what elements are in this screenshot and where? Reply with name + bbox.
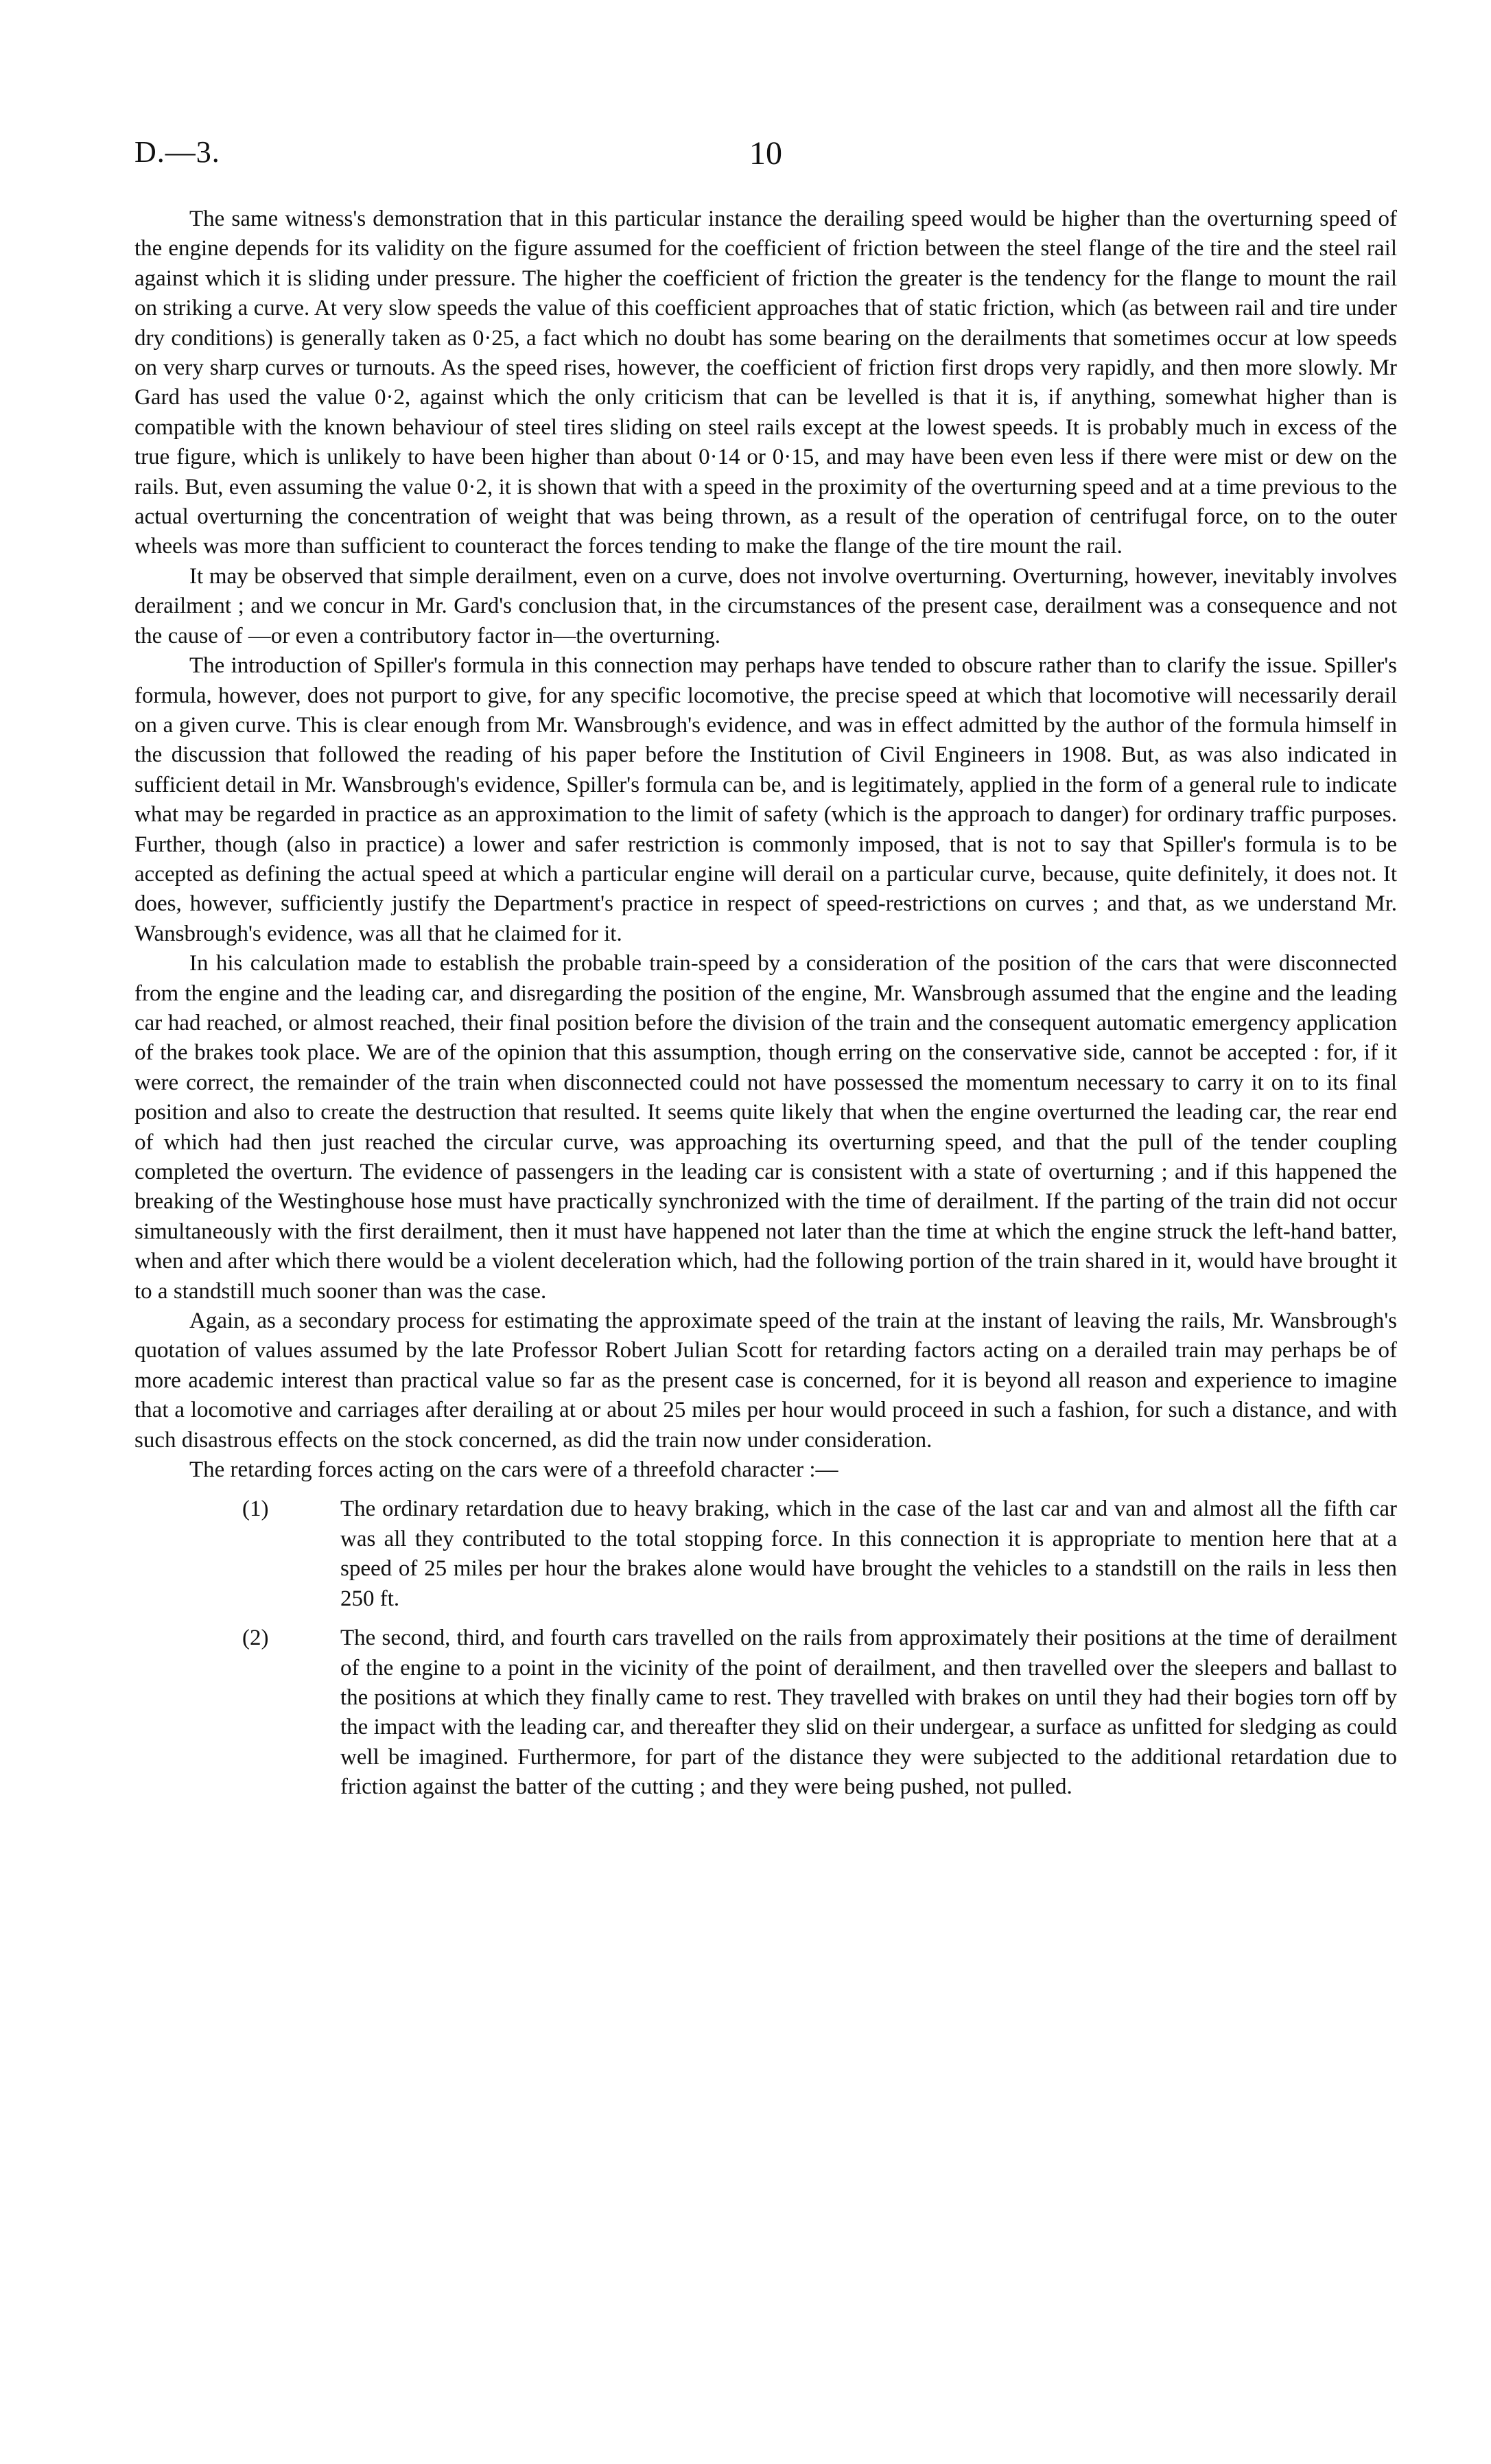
list-item-text: The ordinary retardation due to heavy braking, which in the case of the last car and van and almost all the fifth car was all they contributed to the total stopping force. In this connection it is appropriate to mention here that at a speed of 25 miles per hour the brakes alone would have brought the vehicles to a standstill on the rails in less then 250 ft. xyxy=(340,1497,1397,1611)
paragraph: It may be observed that simple derailment, even on a curve, does not involve overturning. Overturning, however, inevitably involves derailment ; and we concur in Mr. Gard's conclusion that, in the circumstances of the present case, derailment was a consequence and not the cause of —or even a contributory factor in—the overturning. xyxy=(134,563,1397,648)
document-reference: D.—3. xyxy=(134,135,220,169)
document-body xyxy=(134,204,1397,1803)
list-item-text: The second, third, and fourth cars travelled on the rails from approximately their positions at the time of derailment of the engine to a point in the vicinity of the point of derailment, and then travelled over the sleepers and ballast to the positions at which they finally came to rest. They travelled with brakes on until they had their bogies torn off by the impact with the leading car, and thereafter they slid on their undergear, a surface as unfitted for sledging as could well be imagined. Furthermore, for part of the distance they were subjected to the additional retardation due to friction against the batter of the cutting ; and they were being pushed, not pulled. xyxy=(340,1626,1397,1800)
list-item-number: (1) xyxy=(242,1497,269,1522)
list-item xyxy=(134,1494,1397,1614)
paragraph: In his calculation made to establish the probable train-speed by a consideration of the position of the cars that were disconnected from the engine and the leading car, and disregarding the position of the engine, Mr. Wansbrough assumed that the engine and the leading car had reached, or almost reached, their final position before the division of the train and the consequent automatic emergency application of the brakes took place. We are of the opinion that this assumption, though erring on the conservative side, cannot be accepted : for, if it were correct, the remainder of the train when disconnected could not have possessed the momentum necessary to carry it on to its final position and also to create the destruction that resulted. It seems quite likely that when the engine overturned the leading car, the rear end of which had then just reached the circular curve, was approaching its overturning speed, and that the pull of the tender coupling completed the overturn. The evidence of passengers in the leading car is consistent with a state of overturning ; and if this happened the breaking of the Westinghouse hose must have practically synchronized with the time of derailment. If the parting of the train did not occur simultaneously with the first derailment, then it must have happened not later than the time at which the engine struck the left-hand batter, when and after which there would be a violent deceleration which, had the following portion of the train shared in it, would have brought it to a standstill much sooner than was the case. xyxy=(134,951,1397,1304)
page-number: 10 xyxy=(749,135,782,172)
paragraph: The introduction of Spiller's formula in this connection may perhaps have tended to obscure rather than to clarify the issue. Spiller's formula, however, does not purport to give, for any specific locomotive, the precise speed at which that locomotive will necessarily derail on a given curve. This is clear enough from Mr. Wansbrough's evidence, and was in effect admitted by the author of the formula himself in the discussion that followed the reading of his paper before the Institution of Civil Engineers in 1908. But, as was also indicated in sufficient detail in Mr. Wansbrough's evidence, Spiller's formula can be, and is legitimately, applied in the form of a general rule to indicate what may be regarded in practice as an approximation to the limit of safety (which is the approach to danger) for ordinary traffic purposes. Further, though (also in practice) a lower and safer restriction is commonly imposed, that is not to say that Spiller's formula is to be accepted as defining the actual speed at which a particular engine will derail on a particular curve, because, quite definitely, it does not. It does, however, sufficiently justify the Department's practice in respect of speed-restrictions on curves ; and that, as we understand Mr. Wansbrough's evidence, was all that he claimed for it. xyxy=(134,653,1397,946)
paragraph: The same witness's demonstration that in this particular instance the derailing speed would be higher than the overturning speed of the engine depends for its validity on the figure assumed for the coefficient of friction between the steel flange of the tire and the steel rail against which it is sliding under pressure. The higher the coefficient of friction the greater is the tendency for the flange to mount the rail on striking a curve. At very slow speeds the value of this coefficient approaches that of static friction, which (as between rail and tire under dry conditions) is generally taken as 0·25, a fact which no doubt has some bearing on the derailments that sometimes occur at low speeds on very sharp curves or turnouts. As the speed rises, however, the coefficient of friction first drops very rapidly, and then more slowly. Mr Gard has used the value 0·2, against which the only criticism that can be levelled is that it is, if anything, somewhat higher than is compatible with the known behaviour of steel tires sliding on steel rails except at the lowest speeds. It is probably much in excess of the true figure, which is unlikely to have been higher than about 0·14 or 0·15, and may have been even less if there were mist or dew on the rails. But, even assuming the value 0·2, it is shown that with a speed in the proximity of the overturning speed and at a time previous to the actual overturning the concentration of weight that was being thrown, as a result of the operation of centrifugal force, on to the outer wheels was more than sufficient to counteract the forces tending to make the flange of the tire mount the rail. xyxy=(134,207,1397,559)
paragraph: Again, as a secondary process for estimating the approximate speed of the train at the instant of leaving the rails, Mr. Wansbrough's quotation of values assumed by the late Professor Robert Julian Scott for retarding factors acting on a derailed train may perhaps be of more academic interest than practical value so far as the present case is concerned, for it is beyond all reason and experience to imagine that a locomotive and carriages after derailing at or about 25 miles per hour would proceed in such a fashion, for such a distance, and with such disastrous effects on the stock concerned, as did the train now under consideration. xyxy=(134,1309,1397,1453)
list-intro: The retarding forces acting on the cars were of a threefold character :— xyxy=(189,1457,838,1483)
page-header xyxy=(134,134,1397,176)
list-item-number: (2) xyxy=(242,1626,269,1651)
list-item xyxy=(134,1623,1397,1802)
